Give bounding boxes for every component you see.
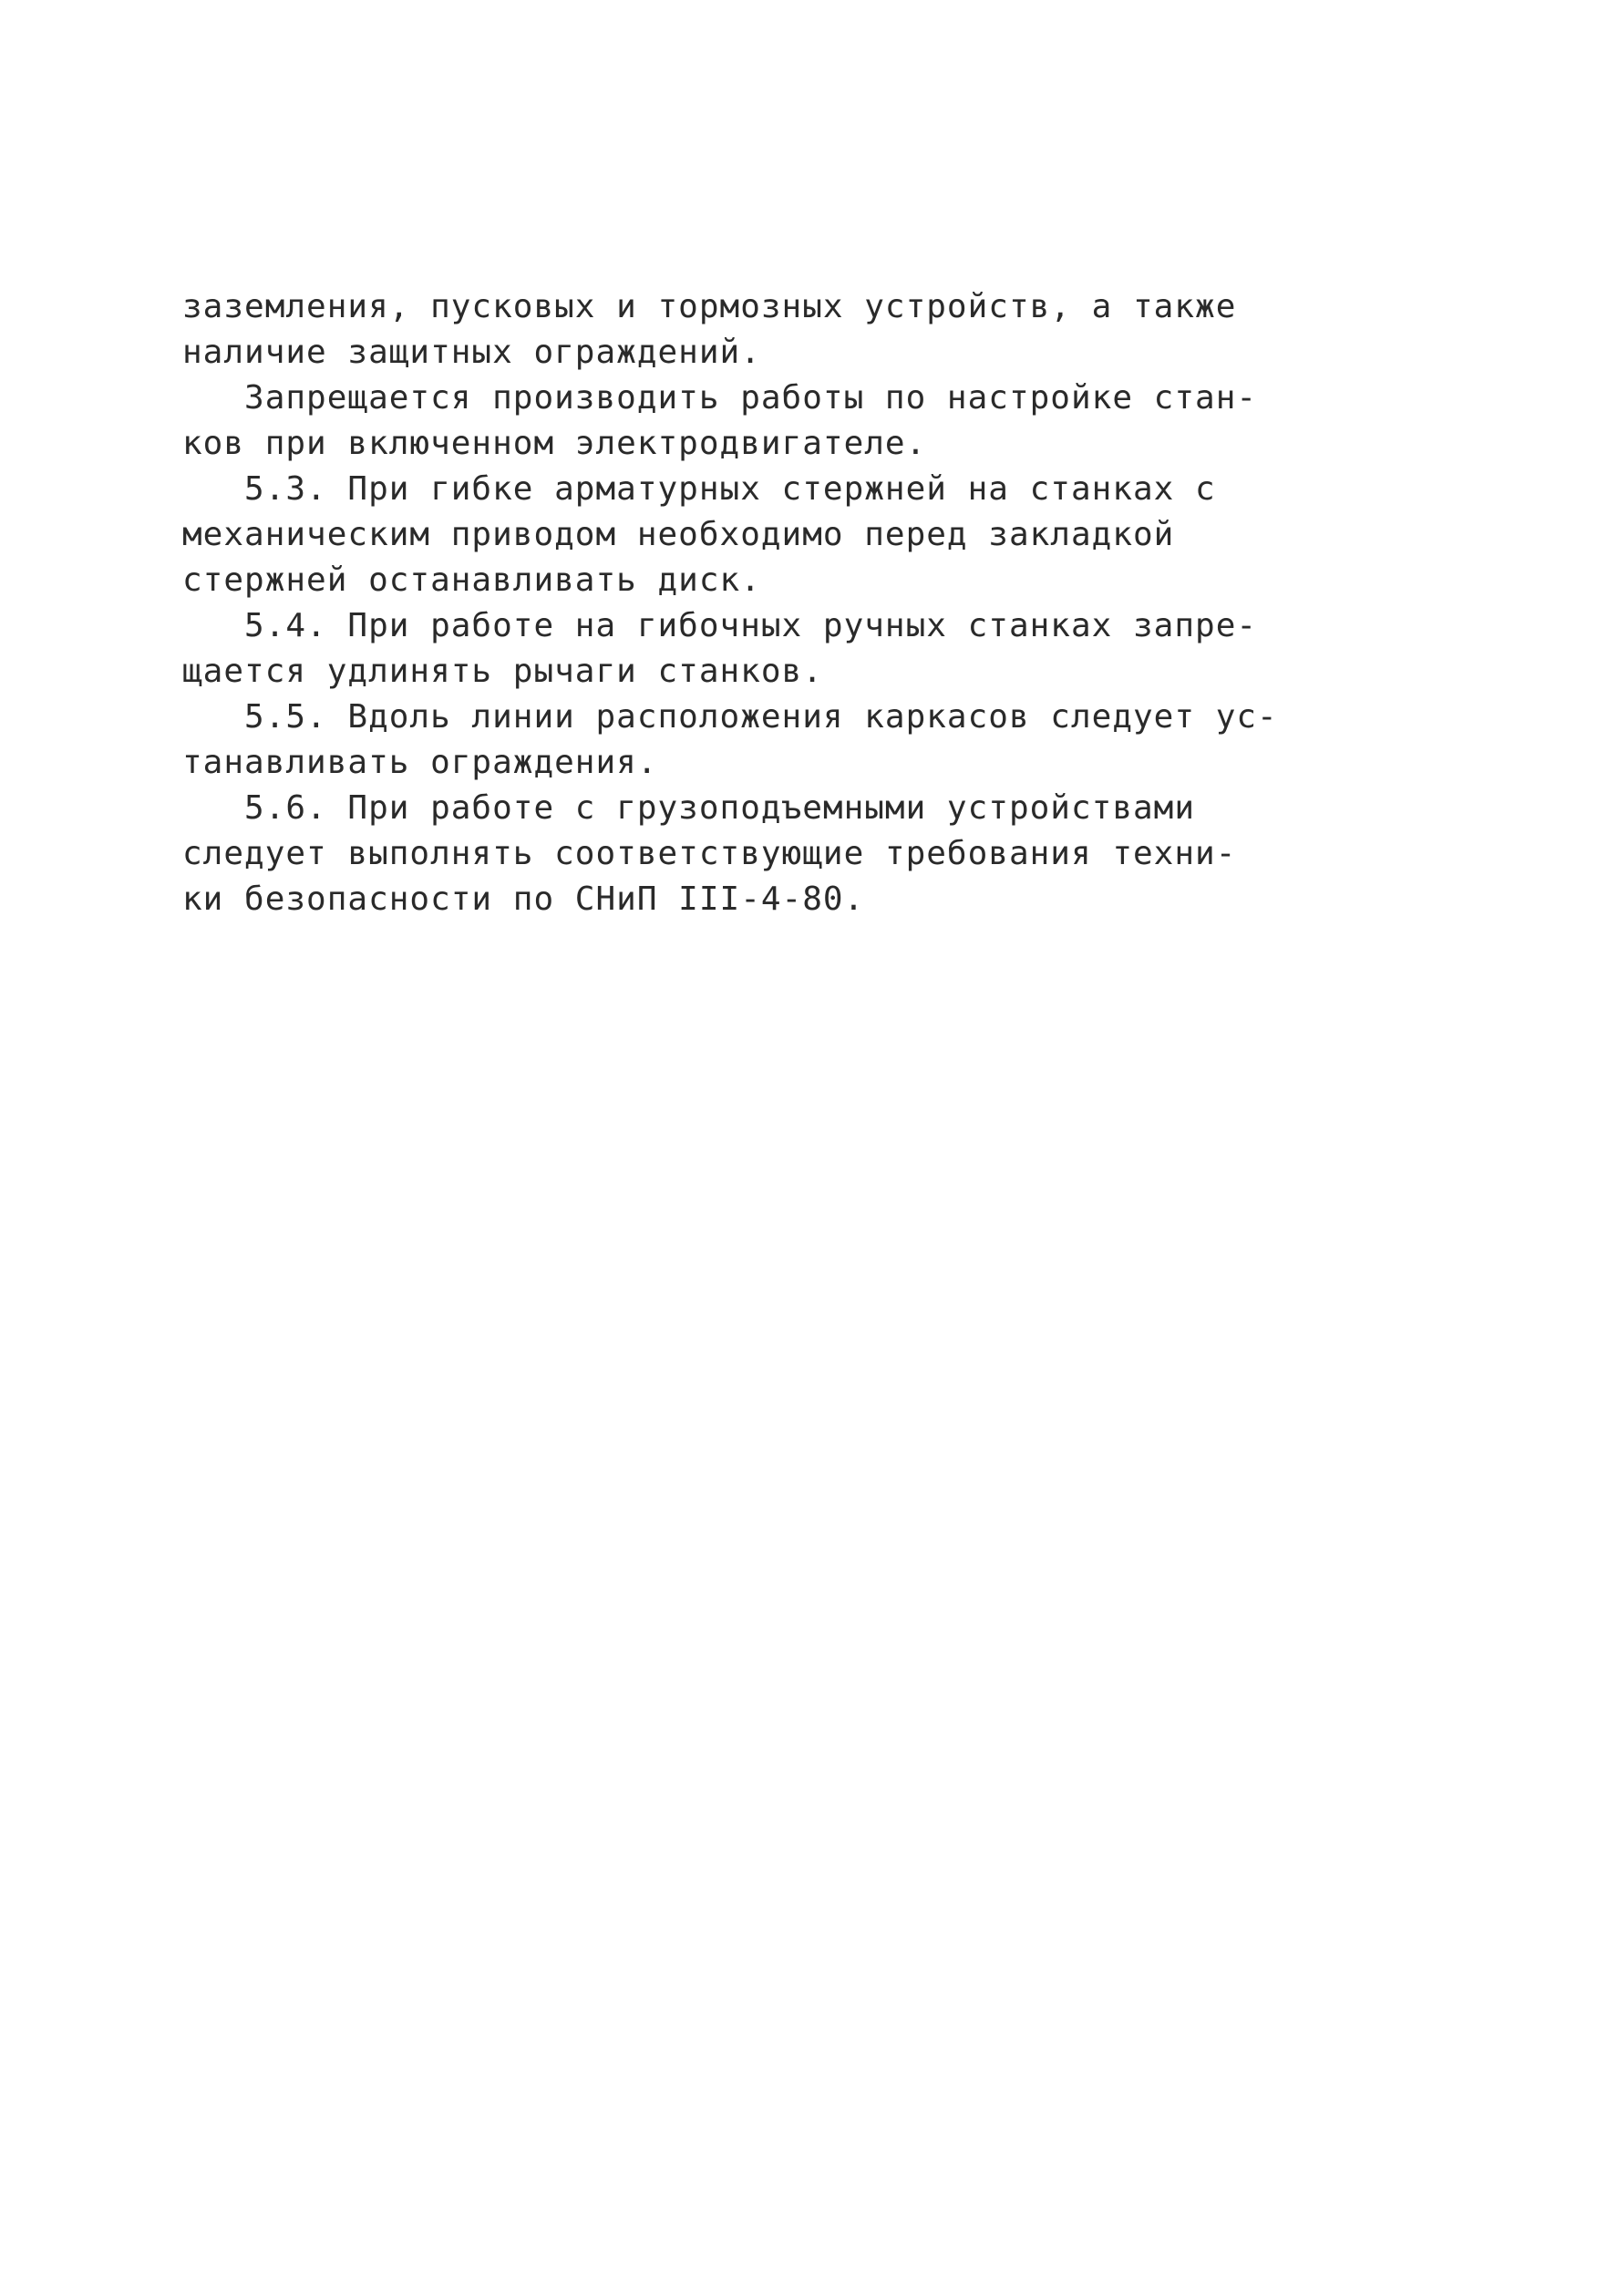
line-text: механическим приводом необходимо перед закладкой: [182, 516, 1175, 553]
line-text: 5.6. При работе с грузоподъемными устройствами: [182, 789, 1196, 827]
line-text: 5.3. При гибке арматурных стержней на станках с: [182, 470, 1216, 508]
text-line: [182, 695, 1376, 740]
text-line: [182, 512, 1376, 558]
line-text: щается удлинять рычаги станков.: [182, 653, 823, 690]
text-line: [182, 740, 1376, 786]
text-line: [182, 376, 1376, 421]
text-line: [182, 558, 1376, 603]
body-text: [182, 284, 1376, 922]
text-line: [182, 786, 1376, 831]
text-line: [182, 603, 1376, 649]
line-text: ков при включенном электродвигателе.: [182, 425, 927, 462]
line-text: стержней останавливать диск.: [182, 561, 761, 599]
text-line: [182, 877, 1376, 922]
text-line: [182, 330, 1376, 376]
line-text: 5.4. При работе на гибочных ручных станках запре-: [182, 607, 1258, 644]
text-line: [182, 421, 1376, 467]
text-line: [182, 831, 1376, 877]
text-line: [182, 467, 1376, 512]
text-line: [182, 649, 1376, 695]
line-text: наличие защитных ограждений.: [182, 334, 761, 371]
line-text: заземления, пусковых и тормозных устройств, а также: [182, 288, 1237, 325]
line-text: 5.5. Вдоль линии расположения каркасов следует ус-: [182, 698, 1278, 736]
line-text: ки безопасности по СНиП III-4-80.: [182, 880, 865, 918]
line-text: танавливать ограждения.: [182, 744, 658, 781]
text-line: [182, 284, 1376, 330]
line-text: следует выполнять соответствующие требования техни-: [182, 835, 1237, 872]
line-text: Запрещается производить работы по настройке стан-: [182, 379, 1258, 417]
